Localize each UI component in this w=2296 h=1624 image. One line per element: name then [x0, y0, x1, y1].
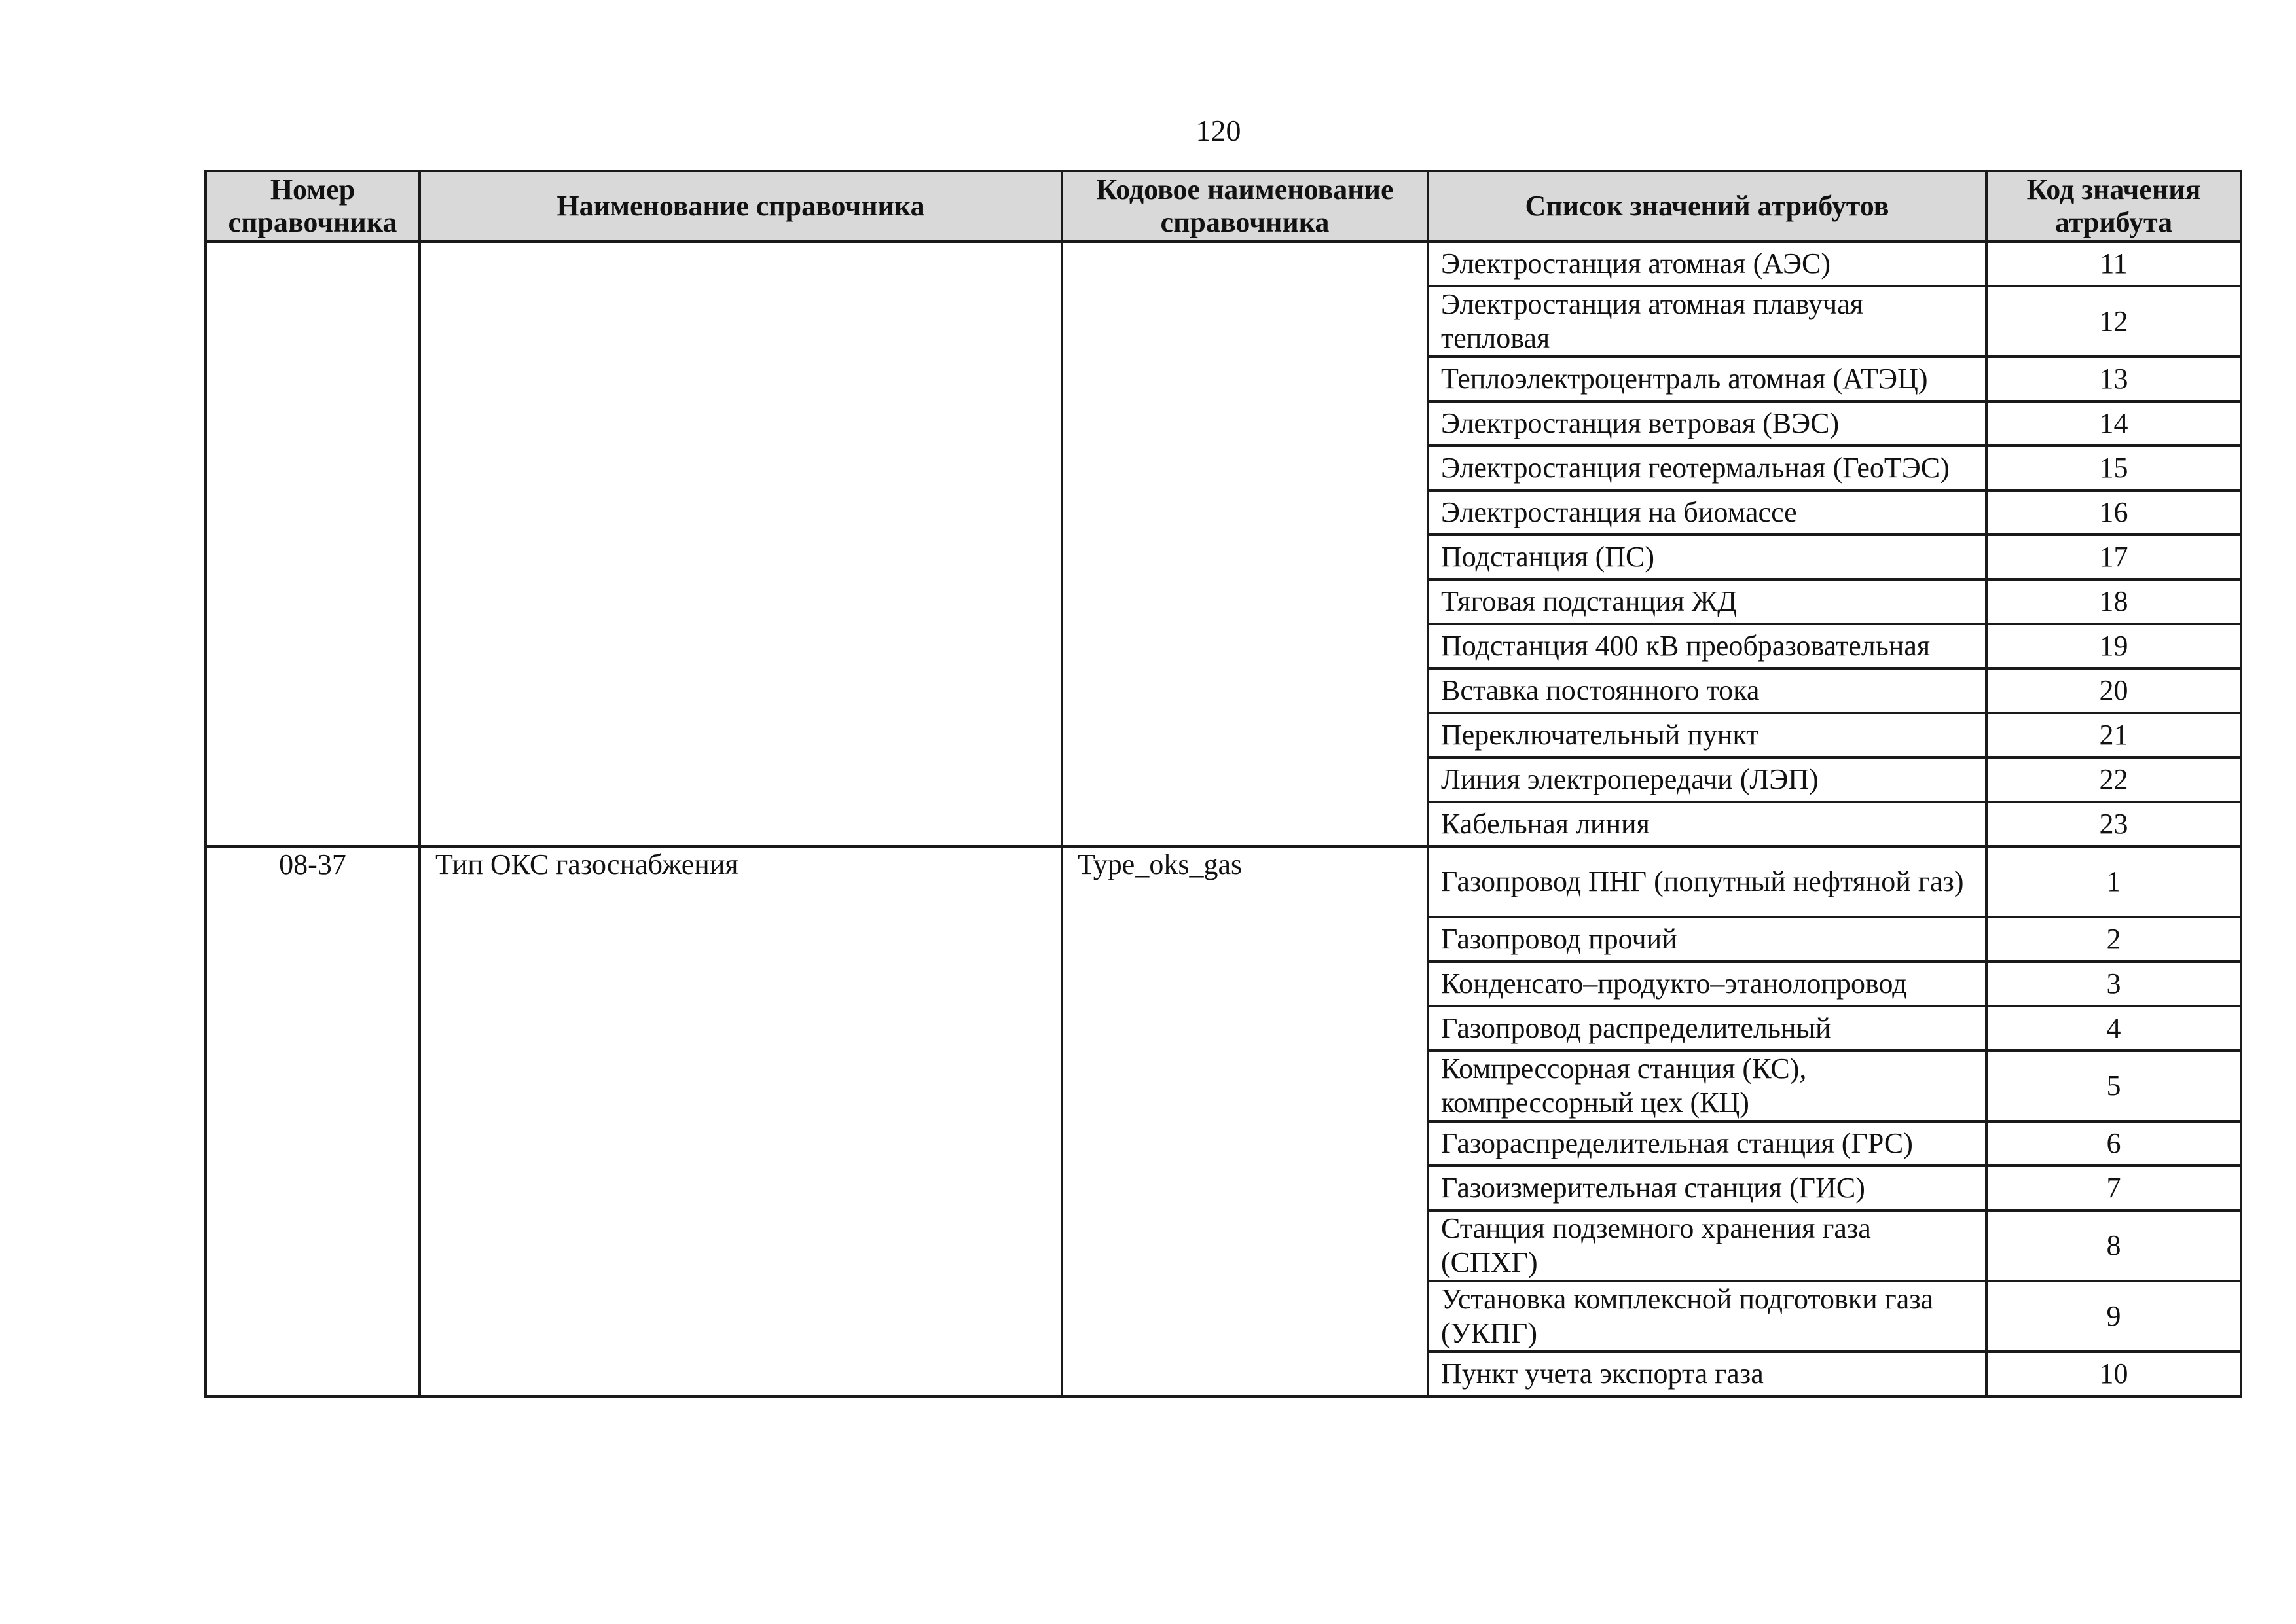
- attr-code-cell: 10: [1986, 1352, 2241, 1396]
- attr-value-cell: Электростанция ветровая (ВЭС): [1428, 401, 1986, 446]
- attr-value-cell: Газопровод распределительный: [1428, 1006, 1986, 1051]
- attr-code-cell: 22: [1986, 757, 2241, 802]
- attr-value-cell: Компрессорная станция (КС), компрессорный цех (КЦ): [1428, 1051, 1986, 1121]
- attr-value-cell: Пункт учета экспорта газа: [1428, 1352, 1986, 1396]
- attr-value-cell: Газопровод ПНГ (попутный нефтяной газ): [1428, 846, 1986, 917]
- attr-code-cell: 4: [1986, 1006, 2241, 1051]
- attr-value-cell: Линия электропередачи (ЛЭП): [1428, 757, 1986, 802]
- attr-code-cell: 13: [1986, 357, 2241, 401]
- attr-value-cell: Газопровод прочий: [1428, 917, 1986, 962]
- attr-value-cell: Теплоэлектроцентраль атомная (АТЭЦ): [1428, 357, 1986, 401]
- attr-code-cell: 14: [1986, 401, 2241, 446]
- table-row: [206, 846, 2241, 917]
- attr-code-cell: 8: [1986, 1210, 2241, 1281]
- attr-value-cell: Газоизмерительная станция (ГИС): [1428, 1166, 1986, 1210]
- attr-value-cell: Электростанция геотермальная (ГеоТЭС): [1428, 446, 1986, 490]
- attr-code-cell: 2: [1986, 917, 2241, 962]
- attr-value-cell: Установка комплексной подготовки газа (УКПГ): [1428, 1281, 1986, 1352]
- attr-value-cell: Электростанция на биомассе: [1428, 490, 1986, 535]
- attr-code-cell: 15: [1986, 446, 2241, 490]
- attr-code-cell: 1: [1986, 846, 2241, 917]
- attr-value-cell: Станция подземного хранения газа (СПХГ): [1428, 1210, 1986, 1281]
- table-row: [206, 242, 2241, 286]
- ref-name-cell: [420, 242, 1062, 846]
- header-ref-code-name: Кодовое наименование справочника: [1062, 171, 1428, 242]
- reference-table: [204, 170, 2242, 1398]
- attr-code-cell: 18: [1986, 579, 2241, 624]
- table-header-row: [206, 171, 2241, 242]
- attr-value-cell: Электростанция атомная (АЭС): [1428, 242, 1986, 286]
- ref-code-name-cell: [1062, 242, 1428, 846]
- attr-code-cell: 12: [1986, 286, 2241, 357]
- attr-code-cell: 20: [1986, 668, 2241, 713]
- header-attr-code: Код значения атрибута: [1986, 171, 2241, 242]
- ref-name-cell: Тип ОКС газоснабжения: [420, 846, 1062, 1396]
- ref-number-cell: 08-37: [206, 846, 420, 1396]
- attr-code-cell: 3: [1986, 962, 2241, 1006]
- attr-value-cell: Тяговая подстанция ЖД: [1428, 579, 1986, 624]
- header-ref-name: Наименование справочника: [420, 171, 1062, 242]
- attr-value-cell: Подстанция 400 кВ преобразовательная: [1428, 624, 1986, 668]
- attr-code-cell: 19: [1986, 624, 2241, 668]
- attr-value-cell: Конденсато–продукто–этанолопровод: [1428, 962, 1986, 1006]
- header-ref-number: Номер справочника: [206, 171, 420, 242]
- attr-code-cell: 7: [1986, 1166, 2241, 1210]
- attr-value-cell: Кабельная линия: [1428, 802, 1986, 846]
- attr-code-cell: 23: [1986, 802, 2241, 846]
- attr-code-cell: 17: [1986, 535, 2241, 579]
- header-attr-values: Список значений атрибутов: [1428, 171, 1986, 242]
- attr-value-cell: Вставка постоянного тока: [1428, 668, 1986, 713]
- attr-value-cell: Газораспределительная станция (ГРС): [1428, 1121, 1986, 1166]
- attr-code-cell: 21: [1986, 713, 2241, 757]
- ref-code-name-cell: Type_oks_gas: [1062, 846, 1428, 1396]
- ref-number-cell: [206, 242, 420, 846]
- attr-code-cell: 16: [1986, 490, 2241, 535]
- attr-value-cell: Электростанция атомная плавучая тепловая: [1428, 286, 1986, 357]
- attr-code-cell: 9: [1986, 1281, 2241, 1352]
- attr-code-cell: 6: [1986, 1121, 2241, 1166]
- attr-value-cell: Подстанция (ПС): [1428, 535, 1986, 579]
- attr-code-cell: 5: [1986, 1051, 2241, 1121]
- attr-code-cell: 11: [1986, 242, 2241, 286]
- page-number: 120: [1195, 114, 1241, 147]
- attr-value-cell: Переключательный пункт: [1428, 713, 1986, 757]
